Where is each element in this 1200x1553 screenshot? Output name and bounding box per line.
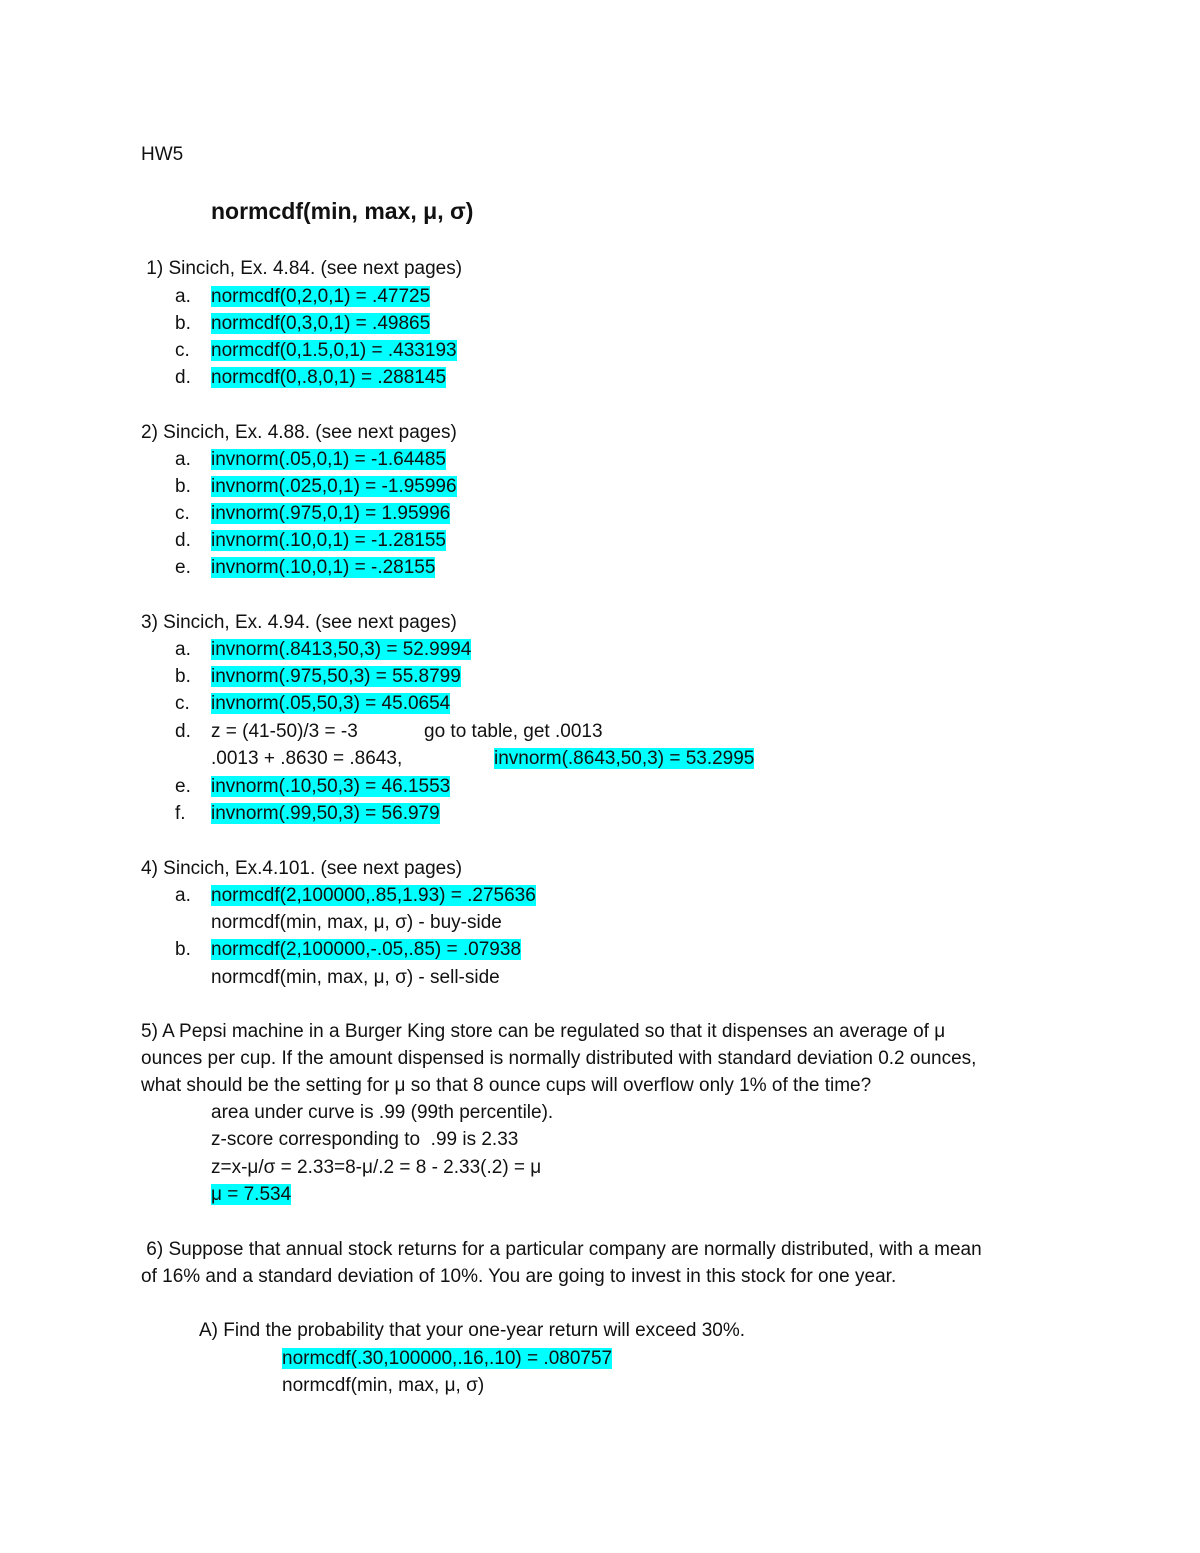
q3-answer-a: invnorm(.8413,50,3) = 52.9994 [211,639,472,660]
q3-work-d-line2: .0013 + .8630 = .8643, [211,748,403,769]
doc-title: normcdf(min, max, μ, σ) [211,198,474,224]
q2-heading: 2) Sincich, Ex. 4.88. (see next pages) [141,422,457,443]
q4-answer-b: normcdf(2,100000,-.05,.85) = .07938 [211,939,522,960]
q5-work-3: z=x-μ/σ = 2.33=8-μ/.2 = 8 - 2.33(.2) = μ [211,1157,542,1178]
q3-marker-f: f. [175,803,186,824]
q2-marker-a: a. [175,449,191,470]
q4-answer-a: normcdf(2,100000,.85,1.93) = .275636 [211,885,536,906]
q3-work-d: z = (41-50)/3 = -3 [211,721,358,742]
q3-answer-f: invnorm(.99,50,3) = 56.979 [211,803,440,824]
q4-heading: 4) Sincich, Ex.4.101. (see next pages) [141,858,463,879]
q3-marker-a: a. [175,639,191,660]
q1-answer-c: normcdf(0,1.5,0,1) = .433193 [211,340,457,361]
q3-marker-e: e. [175,776,191,797]
q2-marker-e: e. [175,557,191,578]
q3-marker-d: d. [175,721,191,742]
q5-work-2: z-score corresponding to .99 is 2.33 [211,1129,519,1150]
q6-line-1: 6) Suppose that annual stock returns for a particular company are normally distributed, with a mean [141,1239,982,1260]
q1-marker-c: c. [175,340,190,361]
q3-heading: 3) Sincich, Ex. 4.94. (see next pages) [141,612,457,633]
q3-answer-e: invnorm(.10,50,3) = 46.1553 [211,776,451,797]
q1-heading: 1) Sincich, Ex. 4.84. (see next pages) [141,258,463,279]
q5-line-3: what should be the setting for μ so that 8 ounce cups will overflow only 1% of the time? [141,1075,872,1096]
doc-header: HW5 [141,144,184,165]
q2-answer-b: invnorm(.025,0,1) = -1.95996 [211,476,457,497]
q6-answer: normcdf(.30,100000,.16,.10) = .080757 [282,1348,613,1369]
q2-answer-c: invnorm(.975,0,1) = 1.95996 [211,503,451,524]
q5-line-2: ounces per cup. If the amount dispensed is normally distributed with standard deviation 0.2 ounces, [141,1048,977,1069]
q3-answer-b: invnorm(.975,50,3) = 55.8799 [211,666,461,687]
q6-note: normcdf(min, max, μ, σ) [282,1375,485,1396]
q4-note-b: normcdf(min, max, μ, σ) - sell-side [211,967,500,988]
q3-answer-c: invnorm(.05,50,3) = 45.0654 [211,693,451,714]
q4-marker-a: a. [175,885,191,906]
q1-answer-a: normcdf(0,2,0,1) = .47725 [211,286,431,307]
q3-work-d-extra: go to table, get .0013 [424,721,603,742]
q2-answer-e: invnorm(.10,0,1) = -.28155 [211,557,436,578]
q1-marker-a: a. [175,286,191,307]
q1-marker-d: d. [175,367,191,388]
q2-marker-c: c. [175,503,190,524]
q5-answer: μ = 7.534 [211,1184,292,1205]
q1-marker-b: b. [175,313,191,334]
q2-answer-a: invnorm(.05,0,1) = -1.64485 [211,449,446,470]
q6-part-a: A) Find the probability that your one-year return will exceed 30%. [199,1320,745,1341]
q3-marker-c: c. [175,693,190,714]
q5-work-1: area under curve is .99 (99th percentile). [211,1102,554,1123]
q2-marker-d: d. [175,530,191,551]
q6-line-2: of 16% and a standard deviation of 10%. You are going to invest in this stock for one year. [141,1266,897,1287]
q2-marker-b: b. [175,476,191,497]
q2-answer-d: invnorm(.10,0,1) = -1.28155 [211,530,446,551]
q3-marker-b: b. [175,666,191,687]
q4-marker-b: b. [175,939,191,960]
q3-answer-d: invnorm(.8643,50,3) = 53.2995 [494,748,755,769]
q1-answer-d: normcdf(0,.8,0,1) = .288145 [211,367,447,388]
q1-answer-b: normcdf(0,3,0,1) = .49865 [211,313,431,334]
q5-line-1: 5) A Pepsi machine in a Burger King store can be regulated so that it dispenses an average of μ [141,1021,946,1042]
q4-note-a: normcdf(min, max, μ, σ) - buy-side [211,912,502,933]
